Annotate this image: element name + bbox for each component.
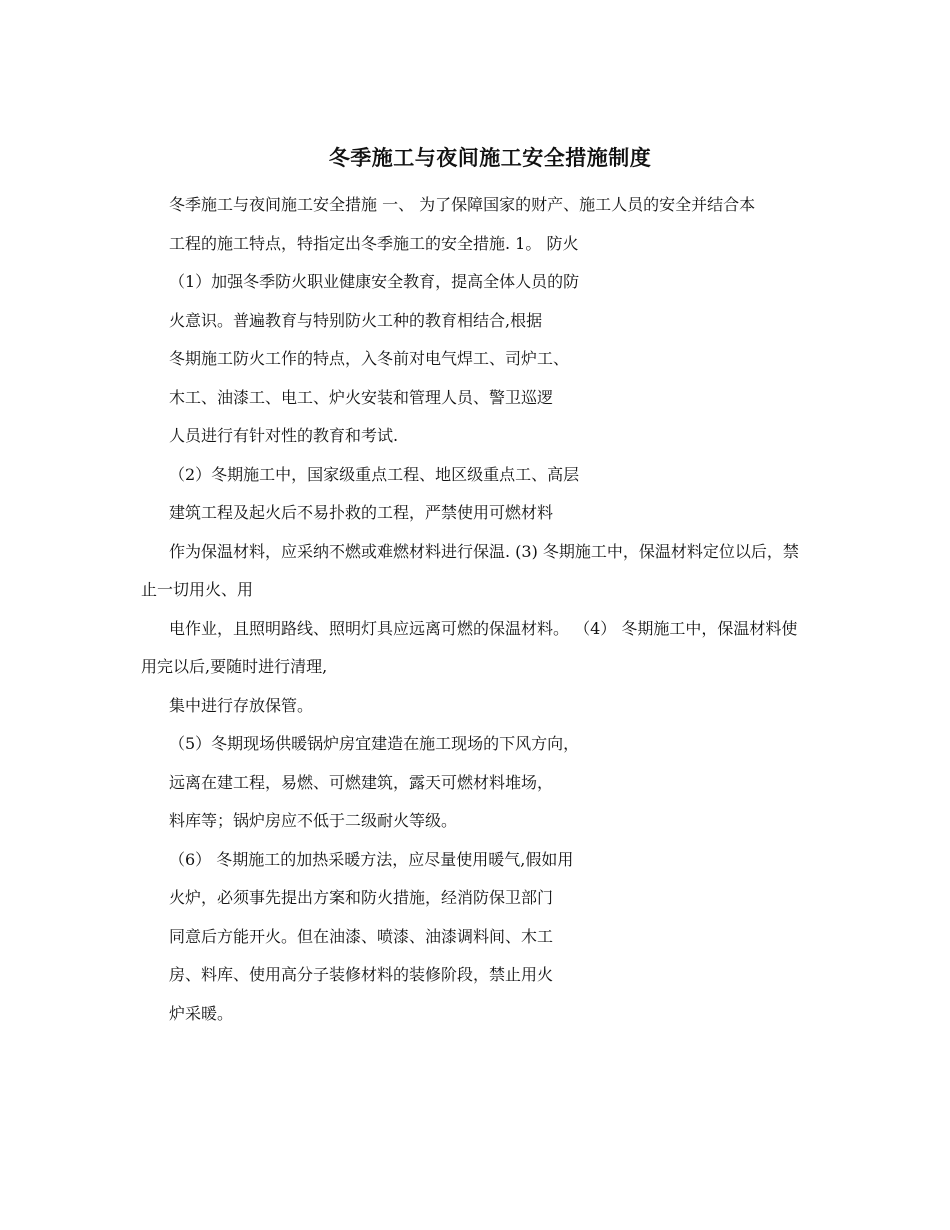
paragraph-line: 火意识。普遍教育与特别防火工种的教育相结合,根据 [169, 310, 543, 330]
paragraph-line: 作为保温材料，应采纳不燃或难燃材料进行保温. (3) 冬期施工中，保温材料定位以后，禁止一切用火、用 [141, 541, 799, 599]
paragraph-line: （5）冬期现场供暖锅炉房宜建造在施工现场的下风方向， [169, 734, 580, 753]
paragraph-line: （2）冬期施工中，国家级重点工程、地区级重点工、高层 [169, 464, 580, 484]
paragraph-line: 冬期施工防火工作的特点，入冬前对电气焊工、司炉工、 [169, 349, 570, 368]
paragraph-line: 集中进行存放保管。 [169, 695, 314, 715]
paragraph-line: 房、料库、使用高分子装修材料的装修阶段，禁止用火 [169, 965, 554, 984]
paragraph-line: 电作业，且照明路线、照明灯具应远离可燃的保温材料。 （4） 冬期施工中，保温材料使用完以后,要随时进行清理, [141, 618, 798, 676]
paragraph-line: 人员进行有针对性的教育和考试. [169, 426, 399, 445]
paragraph-line: （1）加强冬季防火职业健康安全教育，提高全体人员的防 [169, 272, 580, 291]
document-body [141, 186, 811, 1033]
paragraph-line: 同意后方能开火。但在油漆、喷漆、油漆调料间、木工 [169, 926, 554, 946]
paragraph-line: 炉采暖。 [169, 1003, 234, 1023]
paragraph-line: 建筑工程及起火后不易扑救的工程，严禁使用可燃材料 [169, 503, 554, 522]
page-title: 冬季施工与夜间施工安全措施制度 [328, 145, 652, 170]
paragraph-line: 远离在建工程，易燃、可燃建筑，露天可燃材料堆场， [169, 772, 554, 792]
paragraph-line: （6） 冬期施工的加热采暖方法，应尽量使用暖气,假如用 [169, 849, 574, 869]
paragraph-line: 火炉，必须事先提出方案和防火措施，经消防保卫部门 [169, 888, 554, 907]
paragraph-line: 工程的施工特点，特指定出冬季施工的安全措施. 1。 防火 [169, 233, 579, 253]
paragraph-line: 木工、油漆工、电工、炉火安装和管理人员、警卫巡逻 [169, 387, 554, 407]
paragraph-intro: 冬季施工与夜间施工安全措施 一、 为了保障国家的财产、施工人员的安全并结合本 [169, 195, 756, 214]
paragraph-line: 料库等；锅炉房应不低于二级耐火等级。 [169, 811, 458, 830]
